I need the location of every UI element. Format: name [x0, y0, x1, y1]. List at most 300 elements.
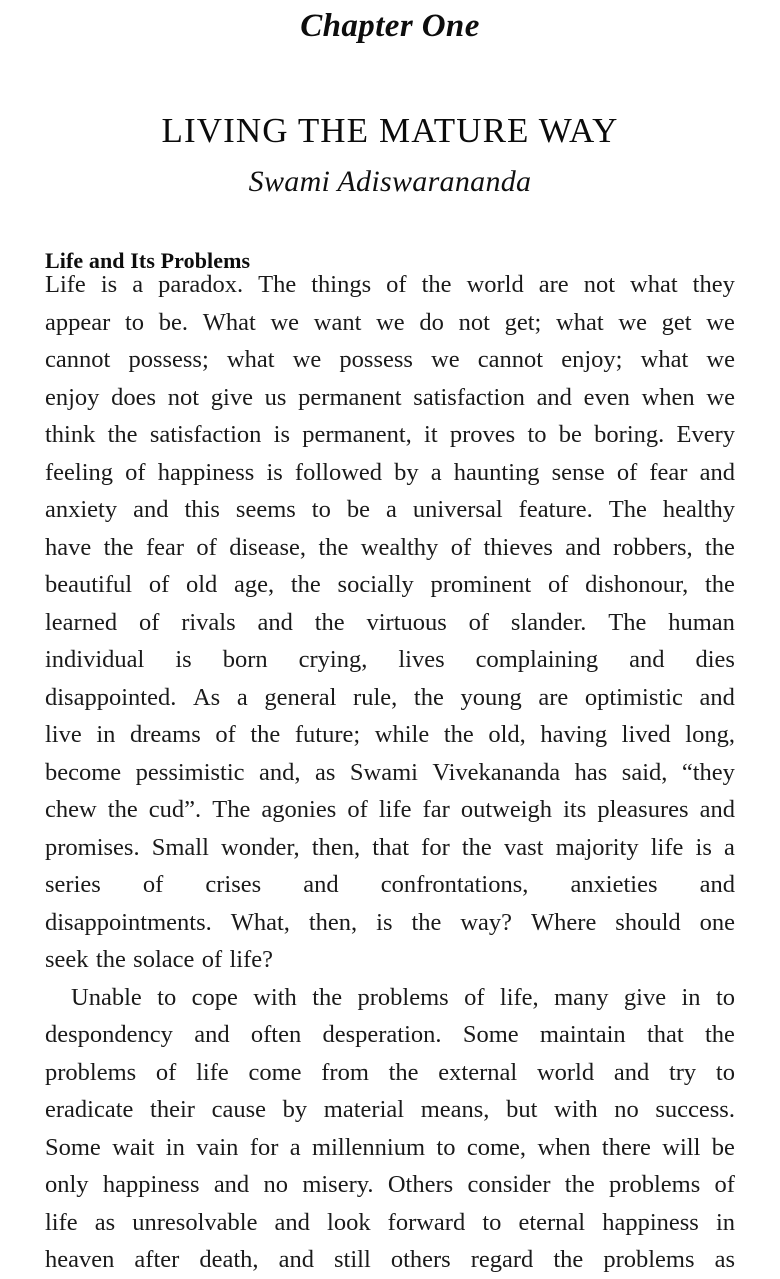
- word: a: [724, 833, 735, 861]
- word: even: [583, 383, 630, 411]
- word: heaven: [45, 1246, 115, 1273]
- word: no: [614, 1096, 639, 1123]
- body-text: [45, 266, 735, 1279]
- word: vain: [196, 1133, 239, 1161]
- word: means,: [420, 1096, 490, 1123]
- word: proves: [449, 421, 516, 448]
- text-line: [45, 754, 735, 792]
- word: and: [213, 1171, 250, 1198]
- word: is: [100, 271, 118, 298]
- word: the: [413, 683, 444, 711]
- word: to: [527, 421, 547, 448]
- word: pessimistic: [135, 758, 245, 786]
- word: life: [378, 796, 412, 823]
- word: and: [278, 1246, 314, 1273]
- word: of: [155, 1058, 177, 1086]
- word: the: [704, 1021, 735, 1048]
- word: life: [196, 1058, 229, 1086]
- word: What,: [230, 908, 290, 936]
- word: optimistic: [584, 683, 683, 711]
- section-heading: Life and Its Problems: [45, 248, 251, 274]
- text-line: [45, 529, 735, 567]
- word: come: [248, 1058, 302, 1086]
- word: lives: [398, 646, 445, 673]
- word: eradicate: [45, 1096, 134, 1123]
- word: eternal: [518, 1208, 586, 1236]
- word: life: [45, 1208, 78, 1236]
- word: that: [646, 1021, 684, 1048]
- word: a: [289, 1133, 301, 1161]
- word: Swami: [349, 758, 418, 786]
- word: problems: [45, 1058, 137, 1086]
- word: the: [107, 421, 138, 448]
- word: way?: [460, 908, 513, 936]
- text-line: [45, 266, 735, 304]
- word: one: [699, 908, 735, 936]
- word: prominent: [430, 571, 532, 598]
- word: to: [311, 496, 331, 523]
- word: with: [253, 983, 297, 1011]
- chapter-label: Chapter One: [300, 8, 480, 44]
- word: and: [565, 533, 601, 561]
- word: of: [215, 721, 236, 748]
- text-line: [45, 1129, 735, 1167]
- word: in: [165, 1133, 185, 1161]
- text-line: [45, 304, 735, 342]
- word: the: [705, 571, 735, 598]
- word: things: [311, 271, 372, 298]
- text-line: [45, 1166, 735, 1204]
- word: and: [699, 683, 735, 711]
- word: there: [601, 1133, 651, 1161]
- word: of: [142, 871, 164, 898]
- text-line: [45, 904, 735, 942]
- word: after: [134, 1246, 180, 1273]
- word: complaining: [475, 646, 599, 673]
- word: many: [554, 983, 609, 1011]
- word: followed: [294, 458, 383, 486]
- word: and: [699, 871, 735, 898]
- word: does: [111, 383, 157, 411]
- word: cause: [211, 1096, 267, 1123]
- word: satisfaction: [413, 383, 525, 411]
- word: wait: [112, 1133, 155, 1161]
- word: we: [706, 383, 735, 411]
- word: for: [249, 1133, 279, 1161]
- word: world: [536, 1058, 595, 1086]
- text-line: [45, 791, 735, 829]
- text-line: [45, 1204, 735, 1242]
- word: of: [450, 533, 472, 561]
- word: when: [537, 1133, 591, 1161]
- word: to: [436, 1133, 456, 1161]
- word: material: [323, 1096, 405, 1123]
- word: cannot: [477, 346, 544, 373]
- word: disappointments.: [45, 908, 212, 936]
- word: vast: [503, 833, 544, 861]
- word: cannot: [45, 346, 111, 373]
- word: of: [148, 571, 170, 598]
- word: of: [616, 458, 638, 486]
- text-line: [45, 379, 735, 417]
- word: Some: [462, 1021, 519, 1048]
- word: wonder,: [221, 833, 300, 861]
- word: as: [314, 758, 336, 786]
- word: the: [461, 833, 492, 861]
- word: with: [554, 1096, 598, 1123]
- word: and: [699, 796, 735, 823]
- word: want: [313, 308, 362, 336]
- word: series: [45, 871, 101, 898]
- word: a: [385, 496, 397, 523]
- word: sense: [551, 458, 605, 486]
- text-line: [45, 866, 735, 904]
- word: of: [386, 271, 407, 298]
- word: life,: [499, 983, 539, 1011]
- word: age,: [234, 571, 275, 598]
- word: but: [506, 1096, 538, 1123]
- word: is: [266, 458, 283, 486]
- word: and: [257, 608, 293, 636]
- word: we: [270, 308, 300, 336]
- word: possess: [339, 346, 413, 373]
- word: the: [411, 908, 442, 936]
- word: “they: [681, 758, 735, 786]
- word: by: [282, 1096, 308, 1123]
- word: happiness: [102, 1171, 200, 1198]
- word: The: [212, 796, 251, 823]
- word: do: [419, 308, 444, 336]
- word: what: [640, 346, 689, 373]
- word: and: [274, 1208, 310, 1236]
- word: boring.: [594, 421, 665, 448]
- word: cud”.: [148, 796, 202, 823]
- word: of: [347, 796, 368, 823]
- word: in: [715, 1208, 735, 1236]
- word: give: [210, 383, 253, 411]
- word: desperation.: [322, 1021, 442, 1048]
- word: Unable: [71, 983, 142, 1011]
- word: we: [706, 308, 735, 336]
- word: problems: [603, 1246, 695, 1273]
- word: us: [264, 383, 287, 411]
- word: What: [202, 308, 256, 336]
- word: is: [273, 421, 290, 448]
- word: lived: [621, 721, 671, 748]
- word: Vivekananda: [432, 758, 561, 786]
- text-line: [45, 341, 735, 379]
- word: to: [482, 1208, 502, 1236]
- text-line: [45, 1054, 735, 1092]
- word: we: [431, 346, 460, 373]
- word: this: [184, 496, 220, 523]
- author-byline: Swami Adiswarananda: [248, 165, 532, 198]
- word: the: [421, 271, 452, 298]
- word: not: [458, 308, 490, 336]
- word: crises: [205, 871, 262, 898]
- word: possess;: [128, 346, 209, 373]
- word: the: [95, 946, 126, 973]
- word: promises.: [45, 833, 140, 861]
- word: the: [290, 571, 321, 598]
- word: while: [374, 721, 430, 748]
- word: in: [96, 721, 116, 748]
- text-line: [45, 716, 735, 754]
- word: will: [662, 1133, 701, 1161]
- word: dies: [695, 646, 735, 673]
- word: not: [167, 383, 200, 411]
- word: problems: [357, 983, 449, 1011]
- word: rule,: [353, 683, 398, 711]
- text-line: [45, 604, 735, 642]
- word: try: [668, 1058, 697, 1086]
- word: is: [376, 908, 393, 936]
- word: and: [303, 871, 339, 898]
- word: by: [394, 458, 419, 486]
- word: old: [185, 571, 218, 598]
- word: of: [196, 533, 217, 561]
- text-line: [45, 679, 735, 717]
- word: far: [422, 796, 450, 823]
- word: and: [194, 1021, 230, 1048]
- text-line: [45, 829, 735, 867]
- word: get;: [504, 308, 542, 336]
- word: no: [263, 1171, 288, 1198]
- word: as: [94, 1208, 116, 1236]
- word: individual: [45, 646, 145, 673]
- word: have: [45, 533, 92, 561]
- text-line: [45, 641, 735, 679]
- word: the: [250, 721, 281, 748]
- word: life?: [229, 946, 274, 973]
- word: rivals: [181, 608, 236, 636]
- word: solace: [133, 946, 195, 973]
- word: outweigh: [460, 796, 553, 823]
- word: the: [388, 1058, 419, 1086]
- word: As: [192, 683, 221, 711]
- word: to: [157, 983, 177, 1011]
- word: young: [460, 683, 522, 711]
- text-line: [45, 491, 735, 529]
- word: learned: [45, 608, 118, 636]
- word: The: [258, 271, 297, 298]
- text-line: [45, 566, 735, 604]
- text-line: [45, 416, 735, 454]
- text-line: [45, 1016, 735, 1054]
- word: despondency: [45, 1021, 173, 1048]
- text-line: [45, 454, 735, 492]
- word: be.: [158, 308, 189, 336]
- word: and: [536, 383, 572, 411]
- word: feature.: [518, 496, 593, 523]
- word: what: [630, 271, 678, 298]
- word: then,: [311, 833, 361, 861]
- word: permanent,: [302, 421, 412, 448]
- word: crying,: [298, 646, 368, 673]
- word: in: [681, 983, 701, 1011]
- word: death,: [199, 1246, 259, 1273]
- text-line: [45, 979, 735, 1017]
- word: as: [714, 1246, 735, 1273]
- word: of: [464, 983, 485, 1011]
- word: unresolvable: [132, 1208, 258, 1236]
- word: be: [558, 421, 582, 448]
- word: anxiety: [45, 496, 118, 523]
- word: pleasures: [597, 796, 689, 823]
- word: the: [553, 1246, 584, 1273]
- word: Small: [151, 833, 209, 861]
- word: a: [236, 683, 248, 711]
- word: anxieties: [570, 871, 658, 898]
- word: the: [318, 533, 349, 561]
- word: still: [334, 1246, 371, 1273]
- word: when: [641, 383, 695, 411]
- word: robbers,: [613, 533, 693, 561]
- word: Some: [45, 1133, 101, 1161]
- word: happiness: [157, 458, 255, 486]
- word: haunting: [453, 458, 540, 486]
- word: is: [175, 646, 192, 673]
- word: should: [615, 908, 681, 936]
- word: and: [613, 1058, 650, 1086]
- word: universal: [412, 496, 503, 523]
- word: a: [430, 458, 442, 486]
- word: to: [125, 308, 145, 336]
- word: the: [314, 608, 345, 636]
- text-line: [45, 1241, 735, 1279]
- word: live: [45, 721, 82, 748]
- word: seek: [45, 946, 89, 973]
- word: consider: [467, 1171, 551, 1198]
- word: having: [540, 721, 608, 748]
- word: seems: [235, 496, 296, 523]
- word: born: [222, 646, 268, 673]
- word: human: [668, 608, 735, 636]
- word: fear: [649, 458, 688, 486]
- word: and: [133, 496, 169, 523]
- word: has: [574, 758, 608, 786]
- word: millennium: [312, 1133, 426, 1161]
- word: become: [45, 758, 122, 786]
- word: future;: [294, 721, 361, 748]
- word: disease,: [229, 533, 307, 561]
- word: of: [547, 571, 569, 598]
- word: said,: [621, 758, 668, 786]
- word: of: [468, 608, 490, 636]
- word: of: [714, 1171, 735, 1198]
- word: dreams: [130, 721, 201, 748]
- word: appear: [45, 308, 111, 336]
- page-title: LIVING THE MATURE WAY: [161, 111, 619, 151]
- word: and,: [259, 758, 301, 786]
- word: its: [563, 796, 587, 823]
- word: socially: [337, 571, 414, 598]
- word: give: [623, 983, 667, 1011]
- word: the: [312, 983, 343, 1011]
- word: thieves: [483, 533, 553, 561]
- word: what: [226, 346, 275, 373]
- word: we: [706, 346, 735, 373]
- word: life: [650, 833, 684, 861]
- word: happiness: [602, 1208, 699, 1236]
- word: is: [695, 833, 712, 861]
- word: enjoy;: [561, 346, 623, 373]
- word: the: [705, 533, 735, 561]
- word: they: [692, 271, 735, 298]
- word: be: [346, 496, 370, 523]
- word: to: [715, 1058, 735, 1086]
- word: majority: [555, 833, 639, 861]
- word: what: [556, 308, 604, 336]
- word: Where: [531, 908, 597, 936]
- word: the: [103, 533, 134, 561]
- word: look: [327, 1208, 371, 1236]
- word: agonies: [261, 796, 337, 823]
- word: fear: [145, 533, 185, 561]
- word: chew: [45, 796, 97, 823]
- word: paradox.: [158, 271, 244, 298]
- word: long,: [685, 721, 735, 748]
- word: feeling: [45, 458, 114, 486]
- word: to: [715, 983, 735, 1011]
- word: a: [132, 271, 144, 298]
- word: get: [661, 308, 692, 336]
- word: Life: [45, 271, 86, 298]
- word: of: [125, 458, 146, 486]
- word: The: [608, 608, 647, 636]
- word: healthy: [662, 496, 735, 523]
- word: we: [618, 308, 647, 336]
- word: often: [250, 1021, 302, 1048]
- word: wealthy: [360, 533, 439, 561]
- word: permanent: [298, 383, 402, 411]
- word: we: [292, 346, 322, 373]
- word: of: [138, 608, 160, 636]
- word: confrontations,: [380, 871, 529, 898]
- word: others: [390, 1246, 451, 1273]
- word: be: [711, 1133, 735, 1161]
- word: disappointed.: [45, 683, 177, 711]
- word: that: [372, 833, 410, 861]
- word: satisfaction: [149, 421, 262, 448]
- word: enjoy: [45, 383, 100, 411]
- text-line: [45, 1091, 735, 1129]
- word: from: [321, 1058, 369, 1086]
- word: general: [264, 683, 337, 711]
- word: problems: [609, 1171, 701, 1198]
- word: not: [583, 271, 615, 298]
- word: think: [45, 421, 96, 448]
- word: only: [45, 1171, 89, 1198]
- word: come,: [466, 1133, 527, 1161]
- word: slander.: [510, 608, 587, 636]
- word: The: [608, 496, 647, 523]
- text-line: [45, 941, 735, 979]
- word: then,: [308, 908, 358, 936]
- word: for: [421, 833, 450, 861]
- word: Others: [387, 1171, 454, 1198]
- word: virtuous: [366, 608, 447, 636]
- word: Every: [676, 421, 735, 448]
- word: old,: [488, 721, 526, 748]
- word: their: [150, 1096, 195, 1123]
- word: forward: [387, 1208, 466, 1236]
- word: dishonour,: [585, 571, 689, 598]
- word: and: [699, 458, 735, 486]
- word: external: [438, 1058, 518, 1086]
- word: regard: [470, 1246, 534, 1273]
- word: and: [629, 646, 665, 673]
